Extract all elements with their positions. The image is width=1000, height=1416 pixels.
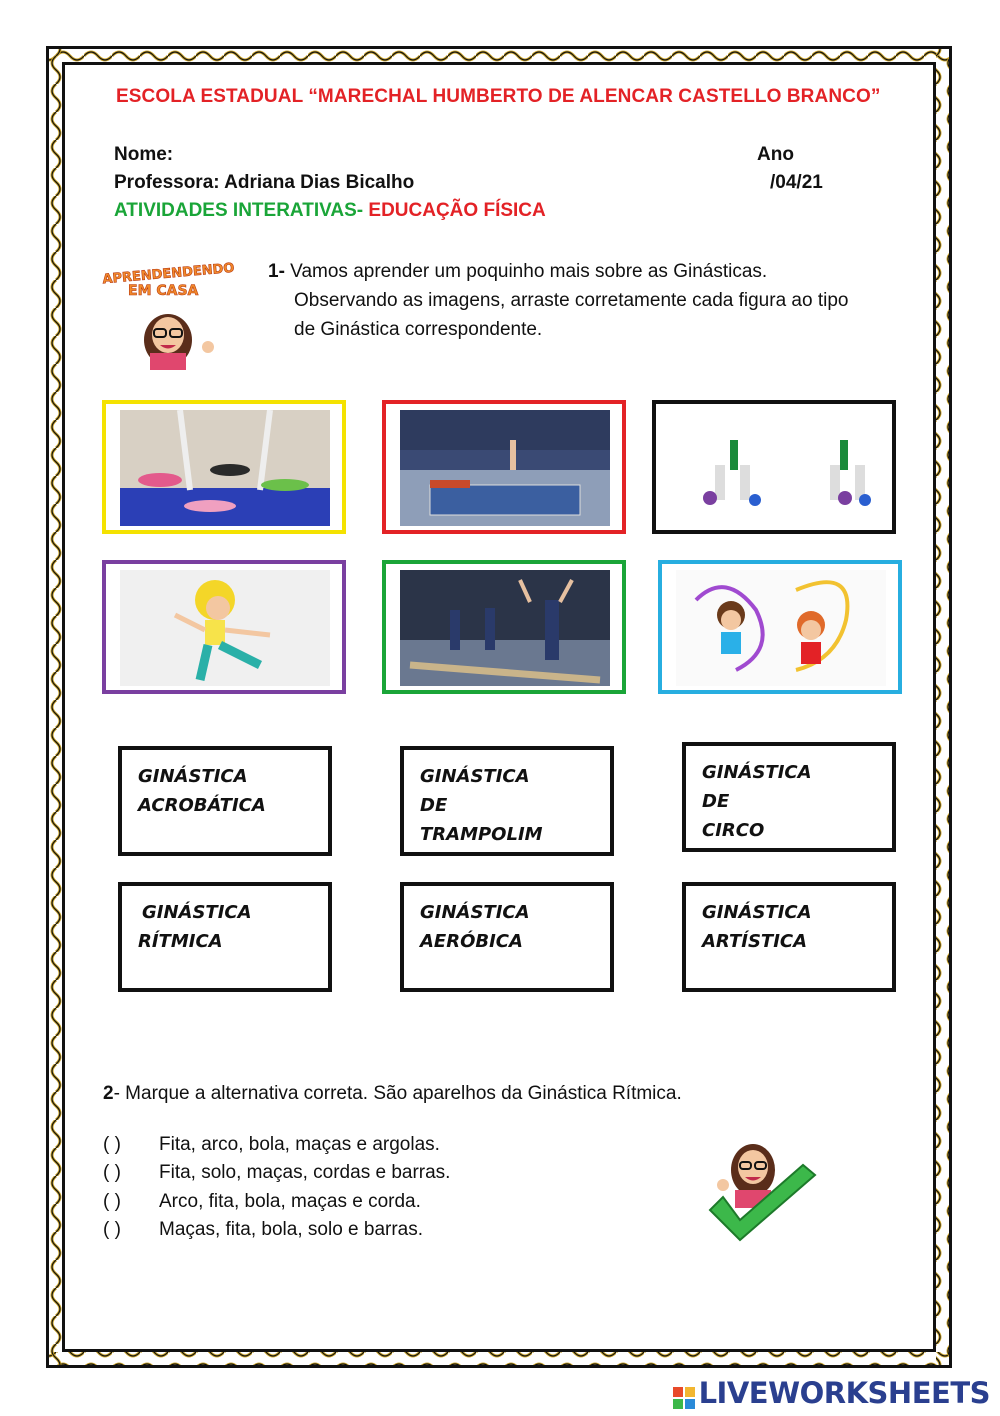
image-circus[interactable] <box>102 400 346 534</box>
option-4-checkbox[interactable]: ( ) <box>103 1219 121 1240</box>
liveworksheets-text: LIVEWORKSHEETS <box>698 1376 990 1410</box>
card-trampoline-l2: DE <box>420 795 448 816</box>
option-2-checkbox[interactable]: ( ) <box>103 1162 121 1183</box>
image-artistic[interactable] <box>382 560 626 694</box>
question-2 <box>103 1083 682 1105</box>
teacher-checkmark-icon <box>705 1135 820 1250</box>
question-1 <box>268 257 928 344</box>
card-trampoline[interactable] <box>400 746 614 856</box>
svg-text:EM CASA <box>128 283 199 299</box>
card-circus-l3: CIRCO <box>702 820 765 841</box>
question-2-text: - Marque a alternativa correta. São aparelhos da Ginástica Rítmica. <box>113 1083 682 1104</box>
liveworksheets-logo-icon <box>673 1382 695 1404</box>
question-1-line1: Vamos aprender um poquinho mais sobre as Ginásticas. <box>284 261 768 282</box>
card-circus[interactable] <box>682 742 896 852</box>
card-circus-l2: DE <box>702 791 730 812</box>
activities-label: ATIVIDADES INTERATIVAS- <box>114 200 364 221</box>
card-trampoline-l3: TRAMPOLIM <box>420 824 543 845</box>
option-1-text: Fita, arco, bola, maças e argolas. <box>159 1134 440 1155</box>
option-3-checkbox[interactable]: ( ) <box>103 1191 121 1212</box>
card-aerobic[interactable] <box>400 882 614 992</box>
school-name: ESCOLA ESTADUAL “MARECHAL HUMBERTO DE ALENCAR CASTELLO BRANCO” <box>116 86 881 107</box>
activities-heading <box>114 200 546 222</box>
logo-line2: EM CASA <box>128 283 199 299</box>
option-3-text: Arco, fita, bola, maças e corda. <box>159 1191 421 1212</box>
card-acrobatic[interactable] <box>118 746 332 856</box>
image-acrobatic[interactable] <box>652 400 896 534</box>
option-2-text: Fita, solo, maças, cordas e barras. <box>159 1162 451 1183</box>
image-rhythmic[interactable] <box>658 560 902 694</box>
image-aerobic[interactable] <box>102 560 346 694</box>
card-artistic-l1: GINÁSTICA <box>702 902 812 923</box>
card-rhythmic[interactable] <box>118 882 332 992</box>
option-3[interactable] <box>103 1191 421 1213</box>
card-artistic[interactable] <box>682 882 896 992</box>
card-aerobic-l1: GINÁSTICA <box>420 902 530 923</box>
question-1-number: 1- <box>268 261 285 282</box>
card-circus-l1: GINÁSTICA <box>702 762 812 783</box>
teacher-name: Professora: Adriana Dias Bicalho <box>114 172 415 193</box>
year-label: Ano <box>757 144 794 165</box>
card-acrobatic-l2: ACROBÁTICA <box>138 795 266 816</box>
card-rhythmic-l2: RÍTMICA <box>138 931 223 952</box>
option-1[interactable] <box>103 1134 440 1156</box>
question-1-line3: de Ginástica correspondente. <box>294 319 543 340</box>
card-aerobic-l2: AERÓBICA <box>420 931 523 952</box>
question-1-line2: Observando as imagens, arraste corretamente cada figura ao tipo <box>294 290 849 311</box>
date: /04/21 <box>770 172 823 193</box>
card-trampoline-l1: GINÁSTICA <box>420 766 530 787</box>
card-acrobatic-l1: GINÁSTICA <box>138 766 248 787</box>
image-trampoline[interactable] <box>382 400 626 534</box>
option-1-checkbox[interactable]: ( ) <box>103 1134 121 1155</box>
subject-label: EDUCAÇÃO FÍSICA <box>363 200 546 221</box>
liveworksheets-brand[interactable] <box>673 1376 990 1410</box>
card-artistic-l2: ARTÍSTICA <box>702 931 808 952</box>
card-rhythmic-l1: GINÁSTICA <box>142 902 252 923</box>
learning-at-home-logo <box>100 255 250 370</box>
question-2-number: 2 <box>103 1083 114 1104</box>
option-4-text: Maças, fita, bola, solo e barras. <box>159 1219 424 1240</box>
option-2[interactable] <box>103 1162 450 1184</box>
logo-line1: APRENDENDENDO <box>101 260 236 288</box>
option-4[interactable] <box>103 1219 423 1241</box>
name-label: Nome: <box>114 144 174 165</box>
